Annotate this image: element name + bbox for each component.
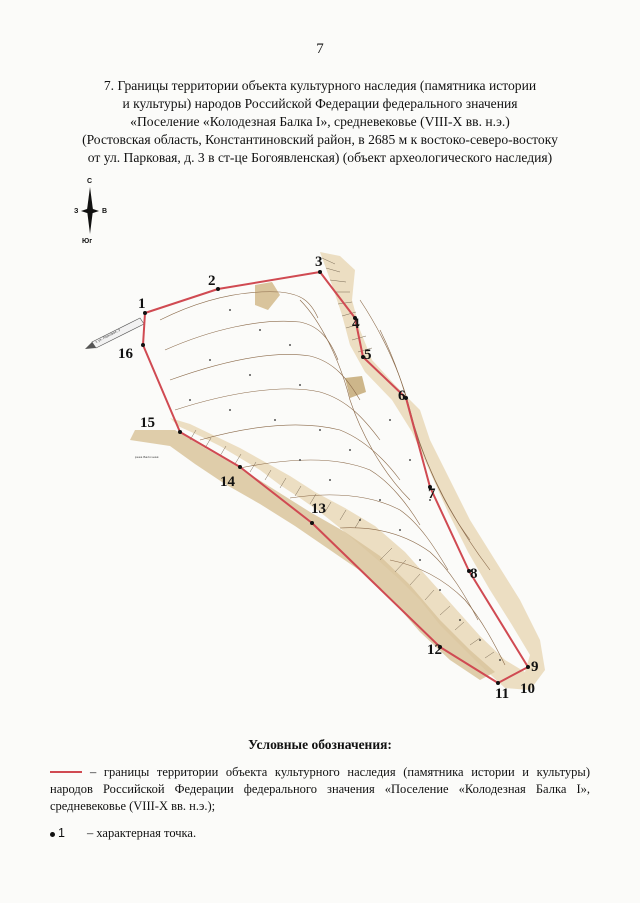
point-label-15: 15 <box>140 415 155 431</box>
compass-north-label: С <box>87 178 93 185</box>
point-label-12: 12 <box>427 642 442 658</box>
point-marker <box>216 287 220 291</box>
slope-hatching <box>190 258 494 658</box>
point-label-9: 9 <box>531 659 539 675</box>
point-marker <box>318 270 322 274</box>
point-label-8: 8 <box>470 566 478 582</box>
compass-west-label: З <box>74 208 79 215</box>
legend-title: Условные обозначения: <box>248 737 392 752</box>
point-label-1: 1 <box>138 296 146 312</box>
point-label-11: 11 <box>495 686 510 702</box>
point-label-13: 13 <box>311 501 326 517</box>
title-line: от ул. Парковая, д. 3 в ст-це Богоявленская) (объект археологического наследия) <box>87 150 553 165</box>
road-arrow <box>85 318 144 349</box>
point-marker <box>496 681 500 685</box>
point-label-6: 6 <box>398 388 406 404</box>
title-line: (Ростовская область, Константиновский район, в 2685 м к востоко-северо-востоку <box>82 132 558 147</box>
point-label-3: 3 <box>315 254 323 270</box>
legend-point-text: – характерная точка. <box>86 826 197 840</box>
point-label-14: 14 <box>220 474 235 490</box>
point-marker <box>310 521 314 525</box>
document-title <box>40 77 600 167</box>
point-marker <box>178 430 182 434</box>
title-line: и культуры) народов Российской Федерации федерального значения <box>122 96 518 111</box>
legend-point-row <box>50 826 196 841</box>
point-label-4: 4 <box>352 316 360 332</box>
title-line: 7. Границы территории объекта культурного наследия (памятника истории <box>103 78 537 93</box>
point-marker <box>238 465 242 469</box>
site-boundary-line <box>143 272 528 683</box>
site-map <box>0 170 640 710</box>
water-label: река Балочная <box>135 455 159 459</box>
point-marker <box>141 343 145 347</box>
compass-south-label: Юг <box>82 238 93 245</box>
point-label-5: 5 <box>364 347 372 363</box>
point-label-7: 7 <box>428 486 436 502</box>
legend-boundary-text: – границы территории объекта культурного наследия (памятника истории и культуры) народов Российской Федерации федерального значения «Поселение «Колодезная Балка I», средневековье (VIII-X вв. н.э.); <box>50 765 590 813</box>
road-label: к ул. Парковая, 3 <box>94 327 121 344</box>
page-number: 7 <box>316 41 324 57</box>
legend-point-number: 1 <box>58 826 65 840</box>
title-line: «Поселение «Колодезная Балка I», средневековье (VIII-X вв. н.э.) <box>130 114 510 129</box>
compass-east-label: В <box>102 208 108 215</box>
legend-point-dot-icon <box>50 832 55 837</box>
point-label-16: 16 <box>118 346 133 362</box>
point-label-10: 10 <box>520 681 535 697</box>
point-marker <box>526 665 530 669</box>
point-label-2: 2 <box>208 273 216 289</box>
